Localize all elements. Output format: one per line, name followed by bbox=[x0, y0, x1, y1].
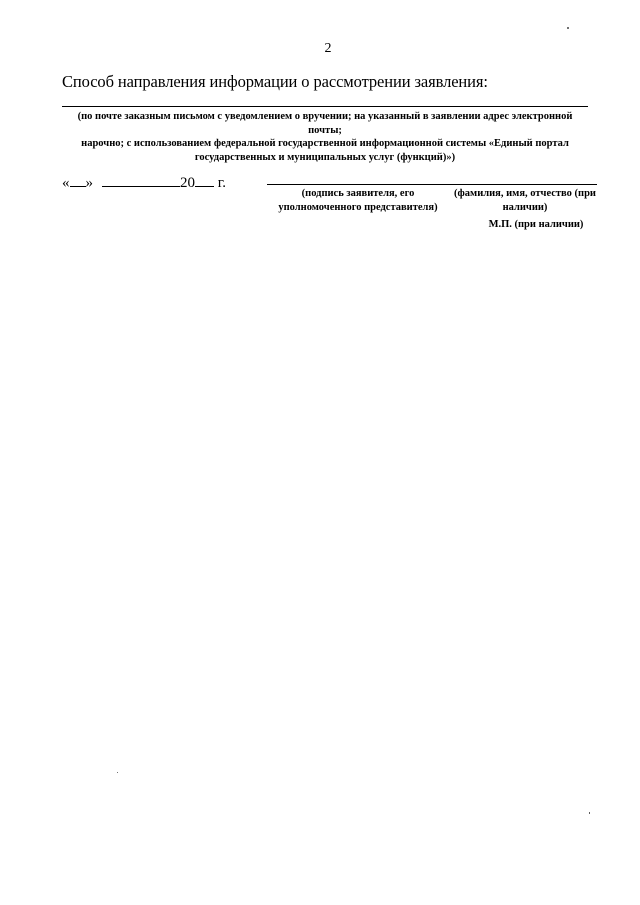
scan-speck bbox=[589, 812, 590, 814]
signature-line bbox=[267, 184, 597, 185]
answer-line bbox=[62, 106, 588, 107]
caption-line: (фамилия, имя, отчество (при bbox=[454, 188, 596, 199]
hint-line: (по почте заказным письмом с уведомлением о вручении; на указанный в заявлении адрес электронной почты; bbox=[77, 111, 573, 136]
section-heading: Способ направления информации о рассмотрении заявления: bbox=[62, 72, 488, 91]
page-number: 2 bbox=[324, 41, 332, 56]
hint-line: нарочно; с использованием федеральной государственной информационной системы «Единый портал bbox=[81, 138, 569, 149]
delivery-methods-hint bbox=[62, 110, 588, 164]
date-open-quote: « bbox=[62, 175, 70, 191]
caption-line: (подпись заявителя, его bbox=[301, 188, 415, 199]
date-year-blank bbox=[195, 172, 214, 187]
date-close-quote: » bbox=[85, 175, 93, 191]
name-caption bbox=[450, 187, 600, 215]
date-field bbox=[62, 172, 226, 192]
date-century: 20 bbox=[180, 175, 195, 191]
caption-line: наличии) bbox=[502, 202, 548, 213]
date-day-blank bbox=[70, 172, 86, 187]
caption-line: уполномоченного представителя) bbox=[278, 202, 438, 213]
hint-line: государственных и муниципальных услуг (функций)») bbox=[194, 151, 456, 163]
stamp-caption: М.П. (при наличии) bbox=[488, 219, 584, 230]
date-year-suffix: г. bbox=[217, 175, 226, 191]
signature-caption bbox=[268, 187, 448, 215]
scan-speck bbox=[567, 27, 569, 29]
scan-speck bbox=[117, 772, 118, 773]
date-month-blank bbox=[102, 172, 180, 187]
